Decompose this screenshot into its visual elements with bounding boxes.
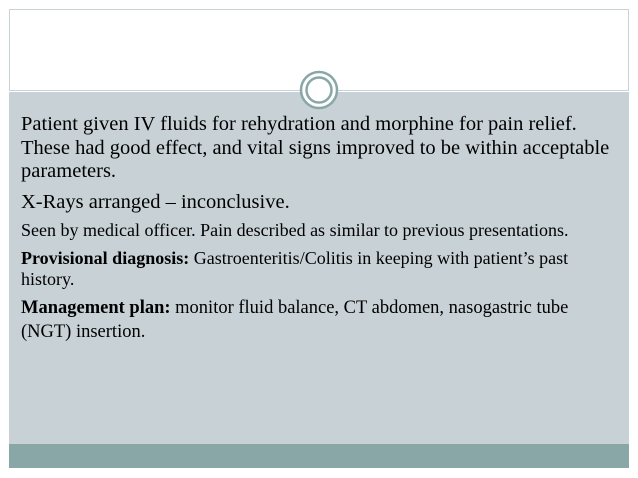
paragraph-text: Seen by medical officer. Pain described as similar to previous presentations. (21, 220, 569, 240)
paragraph-xrays (21, 191, 621, 215)
management-plan-label: Management plan: (21, 298, 171, 318)
paragraph-treatment (21, 113, 621, 184)
paragraph-text: Patient given IV fluids for rehydration and morphine for pain relief. These had good effect, and vital signs improved to be within acceptable parameters. (21, 113, 610, 182)
paragraph-provisional-diagnosis (21, 248, 621, 290)
paragraph-text: Gastroenteritis/Colitis in keeping with patient’s past history. (21, 248, 569, 289)
footer-bar (9, 444, 629, 468)
provisional-diagnosis-label: Provisional diagnosis: (21, 248, 190, 268)
paragraph-text: X-Rays arranged – inconclusive. (21, 190, 290, 213)
paragraph-medical-officer (21, 220, 621, 241)
double-ring-circle-icon (299, 70, 339, 110)
paragraph-management-plan (21, 296, 621, 344)
slide-body (21, 113, 621, 344)
paragraph-text: monitor fluid balance, CT abdomen, nasogastric tube (NGT) insertion. (21, 298, 569, 342)
